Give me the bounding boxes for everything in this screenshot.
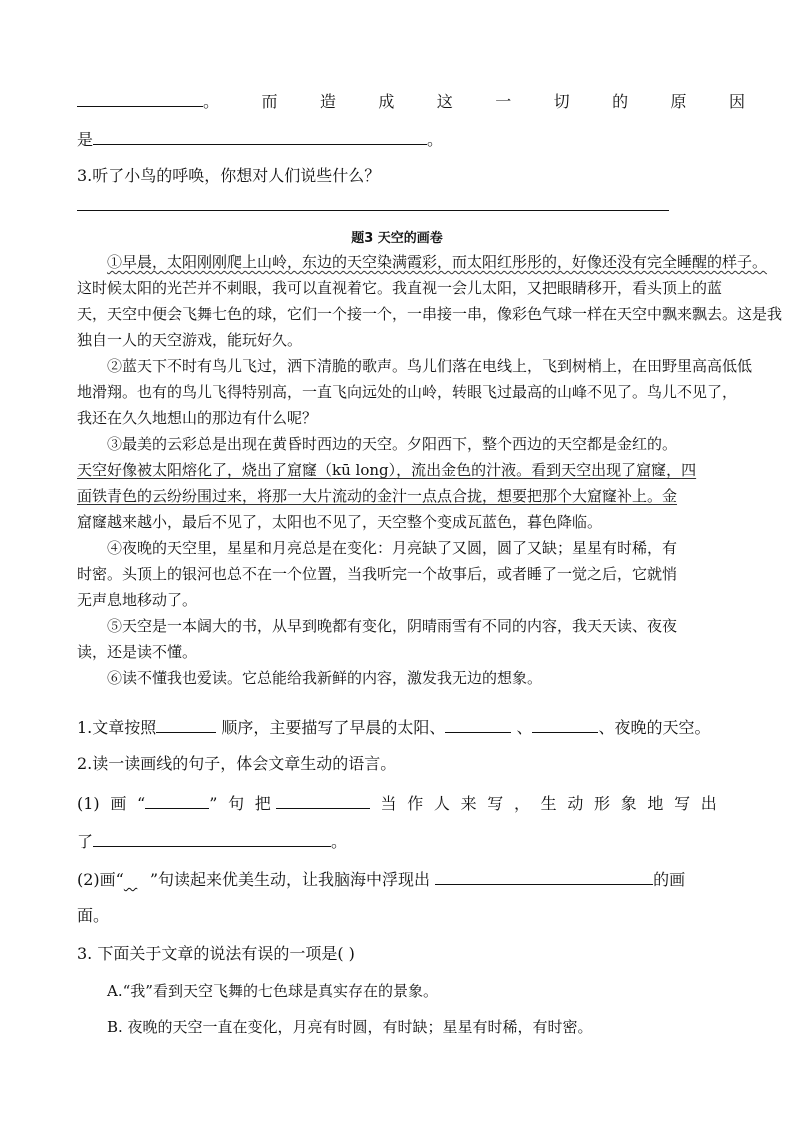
passage-line: 读，还是读不懂。 <box>77 643 198 661</box>
question-2-2: (2)画“ ”句读起来优美生动，让我脑海中浮现出 的画 <box>77 866 685 892</box>
choice-b[interactable]: B. 夜晚的天空一直在变化，月亮有时圆，有时缺；星星有时稀，有时密。 <box>107 1018 593 1036</box>
question-2-2-line2: 面。 <box>77 906 110 925</box>
answer-blank[interactable] <box>532 714 598 733</box>
passage-line: 无声息地移动了。 <box>77 591 198 609</box>
passage-line: 我还在久久地想山的那边有什么呢？ <box>77 409 318 427</box>
passage-line: ⑤天空是一本阔大的书，从早到晚都有变化，阴晴雨雪有不同的内容，我天天读、夜夜 <box>107 617 678 635</box>
passage-line: 时密。头顶上的银河也总不在一个位置，当我听完一个故事后，或者睡了一觉之后，它就悄 <box>77 565 678 583</box>
question-3-top: 3.听了小鸟的呼唤，你想对人们说些什么？ <box>77 166 381 185</box>
choice-a[interactable]: A.“我”看到天空飞舞的七色球是真实存在的景象。 <box>107 982 438 1000</box>
passage-line: ③最美的云彩总是出现在黄昏时西边的天空。夕阳西下，整个西边的天空都是金红的。 <box>107 435 678 453</box>
answer-blank[interactable] <box>276 790 370 809</box>
question-2: 2.读一读画线的句子，体会文章生动的语言。 <box>77 754 397 773</box>
question-3: 3. 下面关于文章的说法有误的一项是( ) <box>77 944 355 963</box>
passage-title: 题3 天空的画卷 <box>351 231 443 246</box>
question-1: 1.文章按照 顺序，主要描写了早晨的太阳、 、 、夜晚的天空。 <box>77 714 710 740</box>
passage-line-underlined: 面铁青色的云纷纷围过来，将那一大片流动的金汁一点点合拢，想要把那个大窟窿补上。金 <box>77 487 678 505</box>
passage-line: 独自一人的天空游戏，能玩好久。 <box>77 331 303 349</box>
answer-line-2: 是 。 <box>77 126 443 152</box>
passage-line: ④夜晚的天空里，星星和月亮总是在变化：月亮缺了又圆，圆了又缺；星星有时稀，有 <box>107 539 678 557</box>
passage-line: 这时候太阳的光芒并不刺眼，我可以直视着它。我直视一会儿太阳，又把眼睛移开，看头顶上的蓝 <box>77 279 723 297</box>
question-2-1-line2: 了 。 <box>77 828 347 854</box>
answer-blank[interactable] <box>93 828 331 847</box>
answer-rule[interactable] <box>77 210 669 211</box>
question-2-1: (1) 画 “ ” 句 把 当 作 人 来 写 ， 生 动 形 象 地 写 出 <box>77 790 717 816</box>
answer-blank[interactable] <box>156 714 216 733</box>
passage-line: 地滑翔。也有的鸟儿飞得特别高，一直飞向远处的山岭，转眼飞过最高的山峰不见了。鸟儿不见了， <box>77 383 738 401</box>
answer-blank[interactable] <box>77 88 203 107</box>
wavy-line-marker <box>124 868 150 892</box>
passage-line: ②蓝天下不时有鸟儿飞过，洒下清脆的歌声。鸟儿们落在电线上，飞到树梢上，在田野里高高低低 <box>107 357 753 375</box>
passage-line: ①早晨，太阳刚刚爬上山岭，东边的天空染满霞彩，而太阳红彤彤的，好像还没有完全睡醒的样子。 <box>107 253 768 271</box>
passage-line: 天，天空中便会飞舞七色的球，它们一个接一个，一串接一串，像彩色气球一样在天空中飘来飘去。这是我 <box>77 305 783 323</box>
answer-blank[interactable] <box>435 866 653 885</box>
passage-line: ⑥读不懂我也爱读。它总能给我新鲜的内容，激发我无边的想象。 <box>107 669 543 687</box>
answer-blank[interactable] <box>445 714 511 733</box>
answer-blank[interactable] <box>145 790 209 809</box>
answer-line-1: 。 而 造 成 这 一 切 的 原 因 <box>77 88 745 114</box>
passage-line-underlined: 天空好像被太阳熔化了，烧出了窟窿（kū long），流出金色的汁液。看到天空出现了窟窿，四 <box>77 461 697 479</box>
answer-blank[interactable] <box>93 126 427 145</box>
passage-line: 窟窿越来越小，最后不见了，太阳也不见了，天空整个变成瓦蓝色，暮色降临。 <box>77 513 603 531</box>
